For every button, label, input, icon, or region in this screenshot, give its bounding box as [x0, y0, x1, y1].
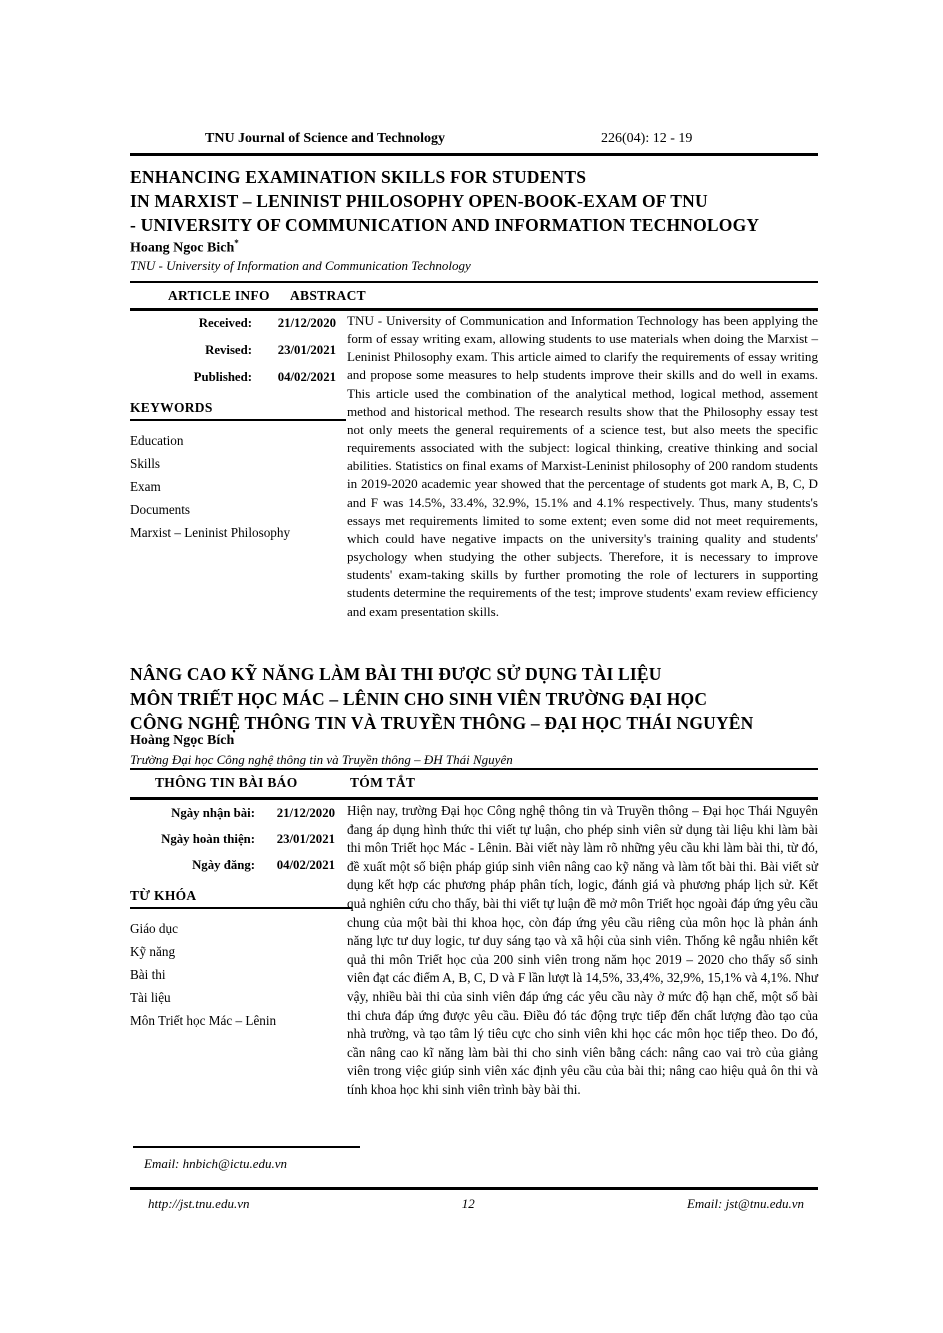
date-row — [130, 368, 344, 386]
issue-pages: 226(04): 12 - 19 — [601, 131, 693, 146]
date-label: Ngày nhận bài: — [171, 806, 255, 820]
article-title-en — [130, 165, 835, 237]
date-row — [130, 341, 344, 359]
keywords-list-vi — [130, 917, 344, 1032]
corresponding-author-email: Email: hnbich@ictu.edu.vn — [144, 1156, 288, 1171]
info-header-row-en — [130, 281, 818, 311]
date-row — [130, 804, 344, 822]
abstract-text-vi: Hiện nay, trường Đại học Công nghệ thông tin và Truyền thông – Đại học Thái Nguyên đang áp dụng hình thức thi viết tự luận, cho phép sinh viên sử dụng tài liệu khi làm bài thi môn Triết học Mác - Lênin. Bài viết này làm rõ những yêu cầu khi làm bài thi, từ đó, đề xuất một số biện pháp giúp sinh viên nâng cao kỹ năng và làm tốt bài thi. Bài viết sử dụng kết hợp các phương pháp phân tích, logic, đánh giá và phương pháp lịch sử. Kết quả nghiên cứu cho thấy, bài thi viết tự luận đề mở môn Triết học ngoài đáp ứng yêu cầu chung của một bài thi khoa học, còn đáp ứng yêu cầu riêng của môn học là phản ánh năng lực tư duy logic, tư duy sáng tạo và xã hội của sinh viên. Thống kê ngẫu nhiên kết quả thi môn Triết học của 200 sinh viên trong năm học 2019 – 2020 cho thấy số sinh viên đạt các điểm A, B, C, D và F lần lượt là 14,5%, 33,4%, 32,9%, 15,1% và 4,1%. Như vậy, nhiều bài thi của sinh viên đáp ứng các yêu cầu này ở mức độ hạn chế, một số bài thi chưa đáp ứng được yêu cầu. Điều đó tác động trực tiếp đến chất lượng đào tạo của nhà trường, và tạo tâm lý tiêu cực cho sinh viên khi học các môn học tiếp theo. Do đó, cần nâng cao kĩ năng làm bài thi cho sinh viên bằng cách: nâng cao vai trò của giảng viên trong việc giúp sinh viên xác định yêu cầu của bài thi; nâng cao hiệu quả ôn thi và tính khoa học khi sinh viên trình bày bài thi. — [347, 803, 818, 1097]
keyword-item: Exam — [130, 479, 161, 494]
page-footer — [130, 1196, 818, 1212]
keywords-heading-en: KEYWORDS — [130, 400, 213, 415]
date-row — [130, 830, 344, 848]
author-name-vi: Hoàng Ngọc Bích — [130, 733, 235, 748]
keyword-item: Skills — [130, 456, 161, 471]
date-value: 21/12/2020 — [276, 806, 335, 820]
date-label: Ngày hoàn thiện: — [161, 832, 255, 846]
article-info-column-vi — [130, 804, 344, 1032]
abstract-column-vi — [347, 802, 818, 1100]
date-label: Published: — [193, 370, 252, 384]
keyword-item: Education — [130, 433, 184, 448]
keyword-item: Bài thi — [130, 967, 166, 982]
article-title-vi — [130, 662, 842, 736]
keyword-item: Documents — [130, 502, 191, 517]
title-line: IN MARXIST – LENINIST PHILOSOPHY OPEN-BOOK-EXAM OF TNU — [130, 191, 708, 211]
title-line: MÔN TRIẾT HỌC MÁC – LÊNIN CHO SINH VIÊN TRƯỜNG ĐẠI HỌC — [130, 688, 708, 709]
journal-url: http://jst.tnu.edu.vn — [148, 1196, 250, 1211]
author-name-text: Hoang Ngoc Bich — [130, 240, 235, 256]
keywords-rule-en — [130, 419, 346, 421]
footnote-rule — [133, 1146, 360, 1148]
article-info-heading: ARTICLE INFO — [168, 288, 270, 303]
dates-list-vi — [130, 804, 344, 874]
article-info-column-en — [130, 314, 344, 544]
keywords-list-en — [130, 429, 344, 544]
title-line: ENHANCING EXAMINATION SKILLS FOR STUDENTS — [130, 167, 587, 187]
date-value: 04/02/2021 — [276, 858, 335, 872]
dates-list-en — [130, 314, 344, 386]
title-line: - UNIVERSITY OF COMMUNICATION AND INFORMATION TECHNOLOGY — [130, 215, 760, 235]
keywords-rule-vi — [130, 907, 352, 909]
abstract-column-en — [347, 312, 818, 621]
date-value: 04/02/2021 — [277, 370, 336, 384]
date-value: 21/12/2020 — [277, 316, 336, 330]
abstract-heading: ABSTRACT — [290, 288, 366, 303]
header-rule — [130, 153, 818, 156]
date-value: 23/01/2021 — [277, 343, 336, 357]
date-row — [130, 856, 344, 874]
keyword-item: Tài liệu — [130, 990, 171, 1005]
abstract-text-en: TNU - University of Communication and Information Technology has been applying the form of essay writing exam, allowing students to use materials when doing the Marxist – Leninist Philosophy exam. This article aimed to clarify the requirements of essay writing and propose some measures to help students improve their skills and do well in exams. This article used the combination of the analytical method, logical method, assement method and historical method. The research results show that the Philosophy essay test not only meets the general requirements of a science test, but also meets the specific requirements associated with the subject: logical thinking, creative thinking and social abilities. Statistics on final exams of Marxist-Leninist philosophy of 200 random students in 2019-2020 academic year showed that the percentage of students got mark A, B, C, D and F was 14.5%, 33.4%, 32.9%, 15.1% and 4.1% respectively. Thus, many students's essays met requirements limited to some extent; even some did not meet requirements, which could have negative impacts on the university's training quality and students' psychology when studying the other subjects. Therefore, it is necessary to improve students' exam-taking skills by further promoting the role of lecturers in supporting students determine the requirements of the test; improve students' exam review efficiency and exam presentation skills. — [347, 313, 818, 619]
date-value: 23/01/2021 — [276, 832, 335, 846]
author-affiliation-mark: * — [234, 238, 239, 248]
title-line: NÂNG CAO KỸ NĂNG LÀM BÀI THI ĐƯỢC SỬ DỤNG TÀI LIỆU — [130, 664, 662, 684]
keywords-heading-vi: TỪ KHÓA — [130, 888, 197, 903]
date-label: Received: — [198, 316, 252, 330]
journal-email: Email: jst@tnu.edu.vn — [686, 1196, 804, 1211]
date-row — [130, 314, 344, 332]
date-label: Revised: — [205, 343, 252, 357]
author-affiliation-vi: Trường Đại học Công nghệ thông tin và Truyền thông – ĐH Thái Nguyên — [130, 752, 513, 767]
title-line: CÔNG NGHỆ THÔNG TIN VÀ TRUYỀN THÔNG – ĐẠI HỌC THÁI NGUYÊN — [130, 713, 754, 733]
keyword-item: Môn Triết học Mác – Lênin — [130, 1013, 277, 1028]
keyword-item: Kỹ năng — [130, 944, 176, 959]
info-header-row-vi — [130, 768, 818, 800]
author-name-en — [130, 238, 239, 257]
journal-title: TNU Journal of Science and Technology — [205, 131, 445, 146]
footer-rule — [130, 1187, 818, 1190]
page-number: 12 — [461, 1196, 475, 1211]
article-info-heading-vi: THÔNG TIN BÀI BÁO — [155, 775, 298, 790]
abstract-heading-vi: TÓM TẮT — [350, 775, 416, 790]
keyword-item: Giáo dục — [130, 921, 178, 936]
date-label: Ngày đăng: — [192, 858, 255, 872]
keyword-item: Marxist – Leninist Philosophy — [130, 525, 291, 540]
author-affiliation-en: TNU - University of Information and Communication Technology — [130, 258, 471, 273]
